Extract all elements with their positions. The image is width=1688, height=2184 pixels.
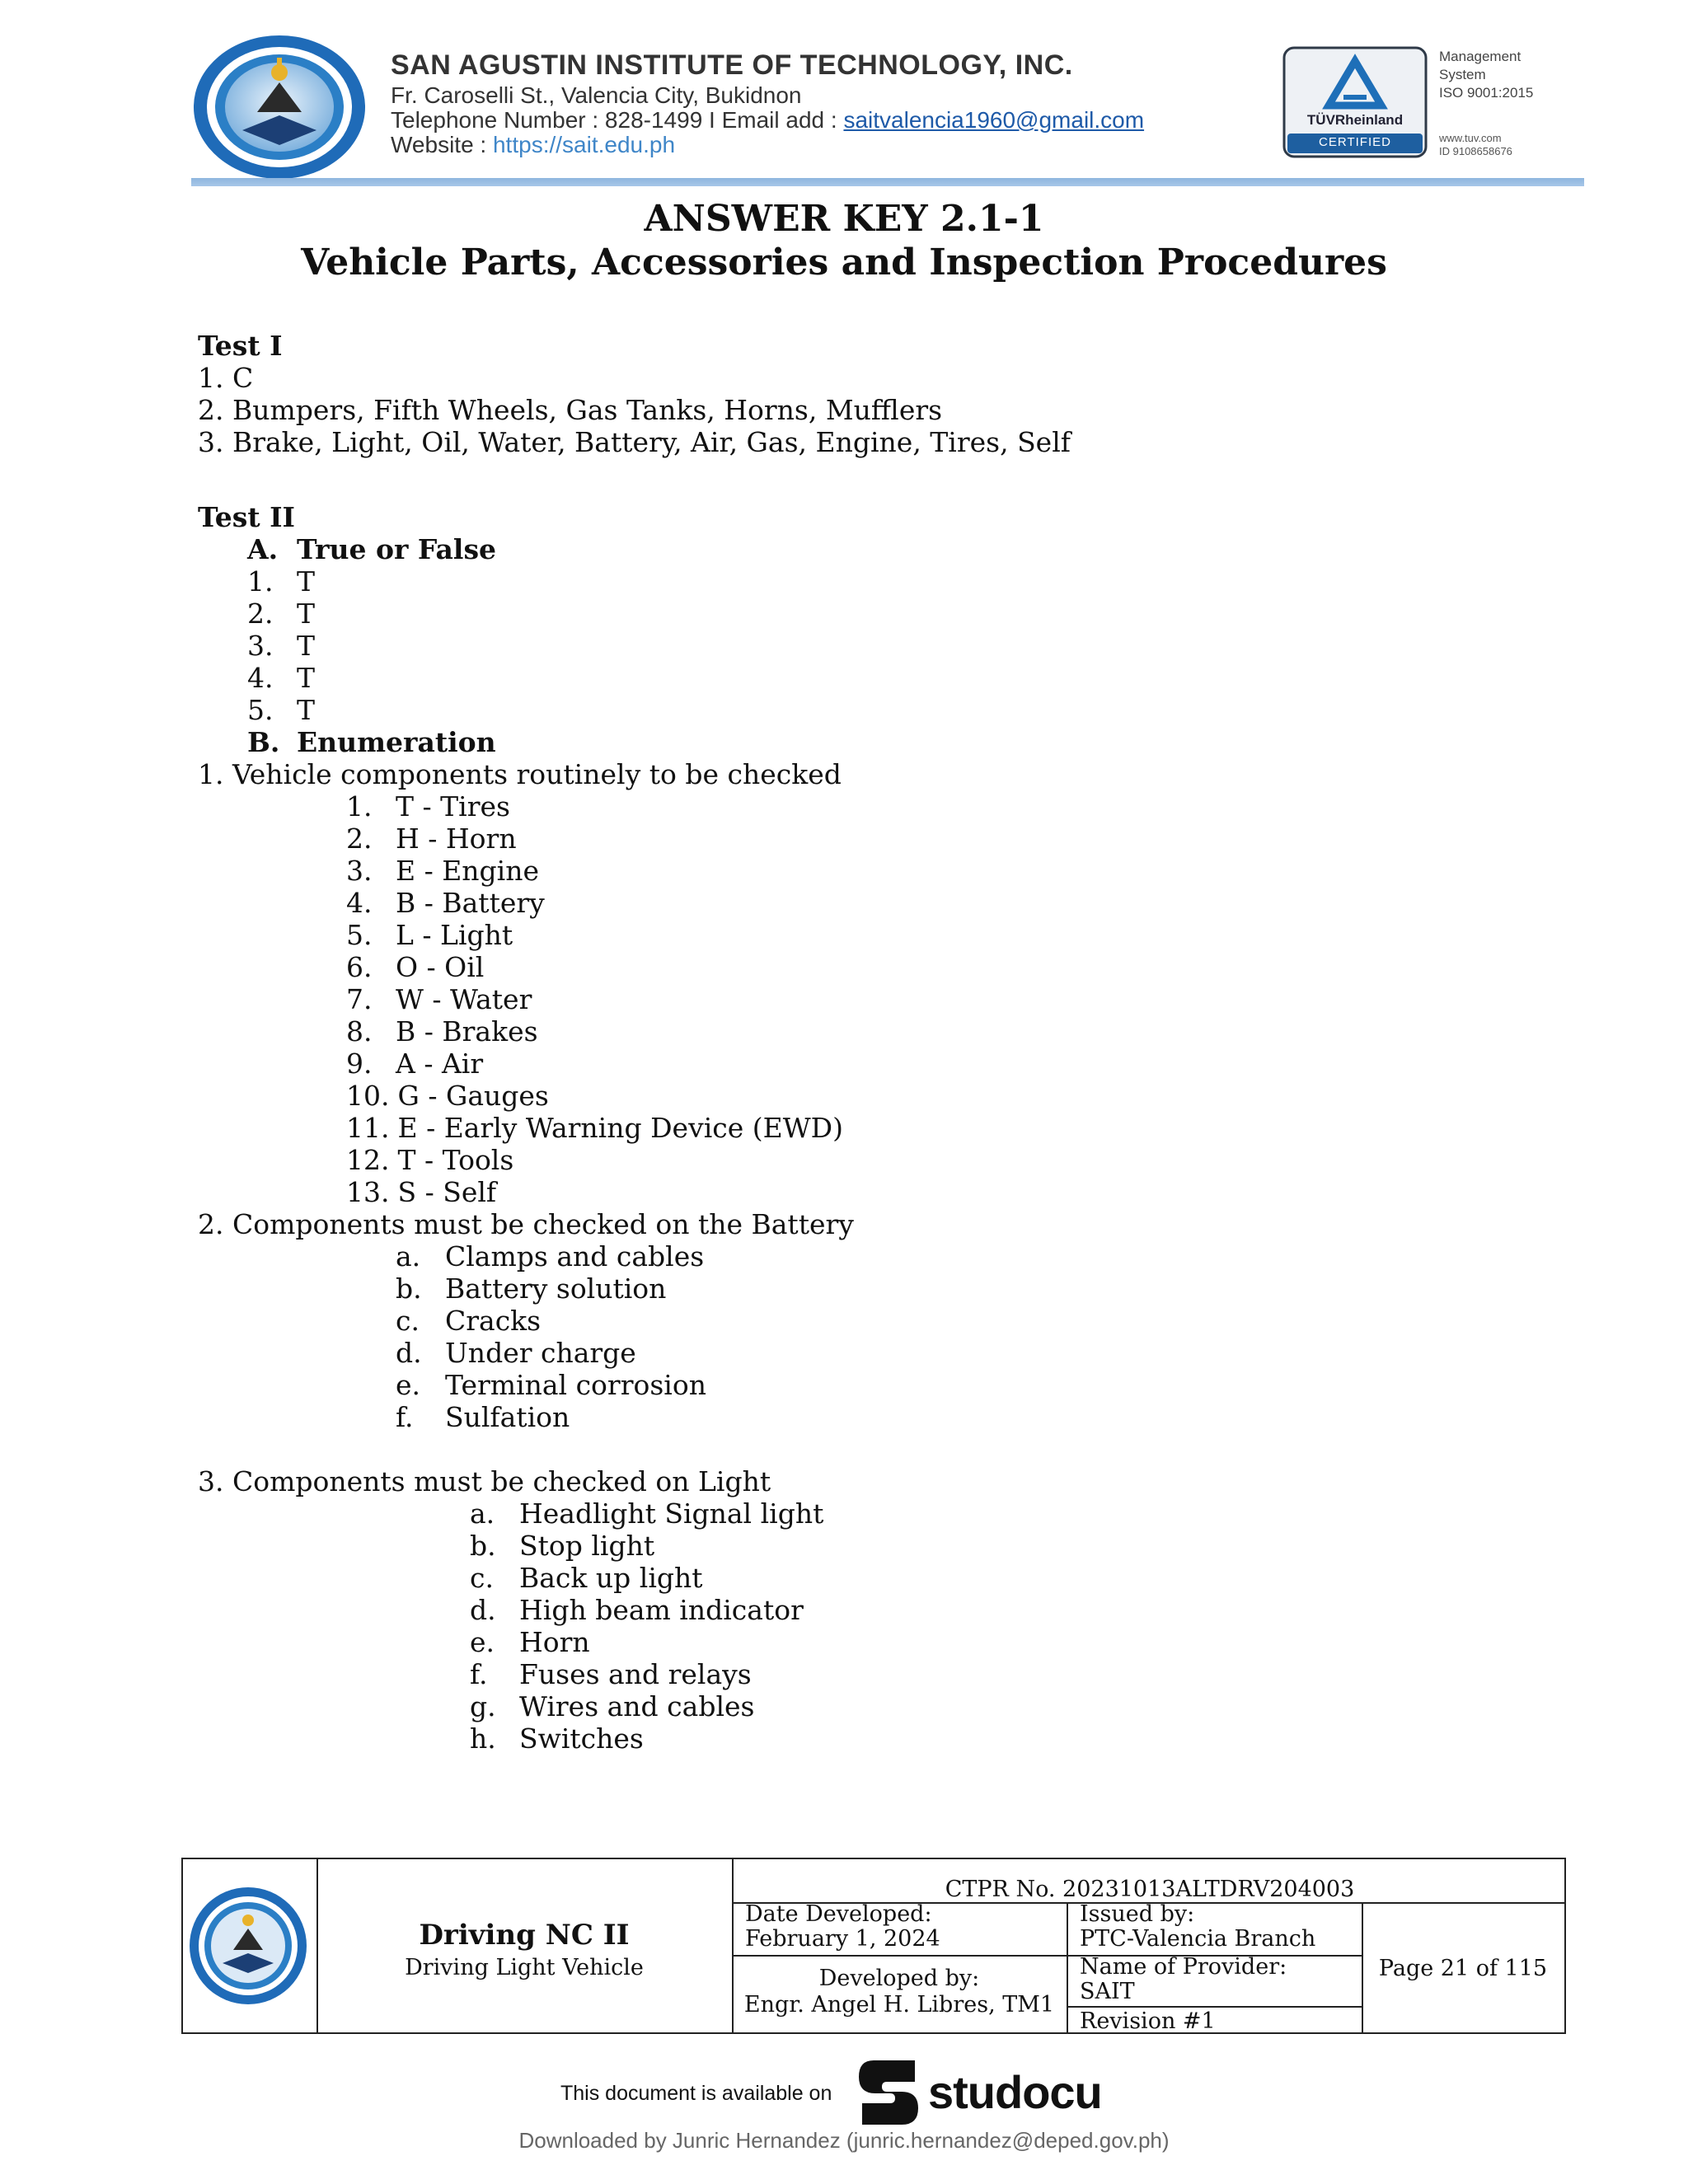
partA-heading: A. True or False [247, 533, 497, 565]
institution-address: Fr. Caroselli St., Valencia City, Bukidnon [391, 82, 802, 108]
header-divider [191, 178, 1584, 186]
certified-label: CERTIFIED [1319, 135, 1391, 149]
provider-label: Name of Provider: [1080, 1954, 1287, 1980]
list-item: f. Fuses and relays [470, 1658, 752, 1690]
list-item: 4. T [247, 662, 316, 694]
list-item: c. Cracks [396, 1305, 542, 1337]
issued-by-label: Issued by: [1080, 1901, 1195, 1927]
list-item: e. Terminal corrosion [396, 1369, 706, 1401]
list-item: 3. T [247, 630, 316, 662]
issued-by-value: PTC-Valencia Branch [1080, 1926, 1316, 1952]
website-link[interactable]: https://sait.edu.ph [492, 132, 676, 157]
date-developed-label: Date Developed: [745, 1901, 932, 1927]
list-item: 5. L - Light [346, 919, 513, 951]
list-item: 13. S - Self [346, 1176, 497, 1208]
date-developed-value: February 1, 2024 [745, 1926, 940, 1952]
list-item: e. Horn [470, 1626, 590, 1658]
list-item: 2. H - Horn [346, 823, 517, 855]
availability-text: This document is available on [560, 2082, 832, 2105]
page-title: ANSWER KEY 2.1-1 [644, 198, 1044, 240]
cert-info [1439, 48, 1533, 102]
test1-heading: Test I [198, 330, 283, 362]
list-item: d. High beam indicator [470, 1594, 804, 1626]
list-item: g. Wires and cables [470, 1690, 755, 1722]
enum-question-3: 3. Components must be checked on Light [198, 1465, 771, 1497]
list-item: 1. T [247, 565, 316, 598]
list-item: 3. E - Engine [346, 855, 540, 887]
studocu-logo[interactable] [857, 2057, 1102, 2126]
developed-by-label: Developed by: [818, 1966, 980, 1991]
website-label: Website : [391, 132, 493, 157]
cert-web-info [1439, 132, 1512, 158]
downloaded-by-text: Downloaded by Junric Hernandez (junric.hernandez@deped.gov.ph) [518, 2128, 1170, 2153]
table-divider [1067, 1902, 1068, 2032]
cert-line2: System [1439, 67, 1486, 82]
tuv-certified-badge [1282, 46, 1428, 158]
phone-text: Telephone Number : 828-1499 I Email add : [391, 107, 844, 133]
answer-key-body [198, 330, 1071, 1755]
institution-website [391, 132, 675, 158]
course-title: Driving NC II [419, 1919, 630, 1952]
course-subtitle: Driving Light Vehicle [405, 1955, 644, 1980]
table-divider [1067, 2006, 1362, 2008]
footer-institute-logo [188, 1886, 308, 2006]
list-item: 10. G - Gauges [346, 1080, 549, 1112]
list-item: a. Clamps and cables [396, 1240, 705, 1272]
list-item: a. Headlight Signal light [470, 1497, 824, 1530]
list-item: f. Sulfation [396, 1401, 570, 1433]
tuv-brand: TÜVRheinland [1306, 112, 1404, 128]
cert-line1: Management [1439, 49, 1522, 64]
institute-logo [191, 33, 368, 181]
provider-value: SAIT [1080, 1979, 1135, 2004]
studocu-wordmark: studocu [928, 2065, 1102, 2118]
page-subtitle: Vehicle Parts, Accessories and Inspection Procedures [301, 241, 1387, 284]
cert-web: www.tuv.com [1439, 132, 1502, 144]
test1-item: 2. Bumpers, Fifth Wheels, Gas Tanks, Horns, Mufflers [198, 394, 943, 426]
ctpr-number: CTPR No. 20231013ALTDRV204003 [945, 1877, 1355, 1902]
developed-by-value: Engr. Angel H. Libres, TM1 [743, 1992, 1055, 2018]
list-item: 2. T [247, 598, 316, 630]
test2-heading: Test II [198, 501, 295, 533]
list-item: 4. B - Battery [346, 887, 545, 919]
institution-contact [391, 107, 1144, 134]
institution-name: SAN AGUSTIN INSTITUTE OF TECHNOLOGY, INC. [391, 49, 1073, 81]
list-item: d. Under charge [396, 1337, 636, 1369]
enum-question-2: 2. Components must be checked on the Battery [198, 1208, 854, 1240]
list-item: 11. E - Early Warning Device (EWD) [346, 1112, 844, 1144]
list-item: 12. T - Tools [346, 1144, 514, 1176]
test1-item: 1. C [198, 362, 254, 394]
list-item: 7. W - Water [346, 983, 532, 1015]
list-item: h. Switches [470, 1722, 644, 1755]
list-item: c. Back up light [470, 1562, 703, 1594]
test1-item: 3. Brake, Light, Oil, Water, Battery, Air, Gas, Engine, Tires, Self [198, 426, 1071, 458]
list-item: 1. T - Tires [346, 790, 510, 823]
list-item: 8. B - Brakes [346, 1015, 538, 1047]
cert-id: ID 9108658676 [1439, 145, 1512, 157]
enum-question-1: 1. Vehicle components routinely to be checked [198, 758, 842, 790]
page-number: Page 21 of 115 [1378, 1956, 1548, 1981]
partB-heading: B. Enumeration [247, 726, 496, 758]
revision-number: Revision #1 [1080, 2008, 1216, 2034]
list-item: b. Battery solution [396, 1272, 667, 1305]
list-item: 9. A - Air [346, 1047, 484, 1080]
list-item: b. Stop light [470, 1530, 655, 1562]
studocu-s-icon [857, 2057, 920, 2126]
list-item: 5. T [247, 694, 316, 726]
list-item: 6. O - Oil [346, 951, 485, 983]
email-link[interactable]: saitvalencia1960@gmail.com [843, 107, 1145, 133]
cert-iso: ISO 9001:2015 [1439, 85, 1534, 101]
